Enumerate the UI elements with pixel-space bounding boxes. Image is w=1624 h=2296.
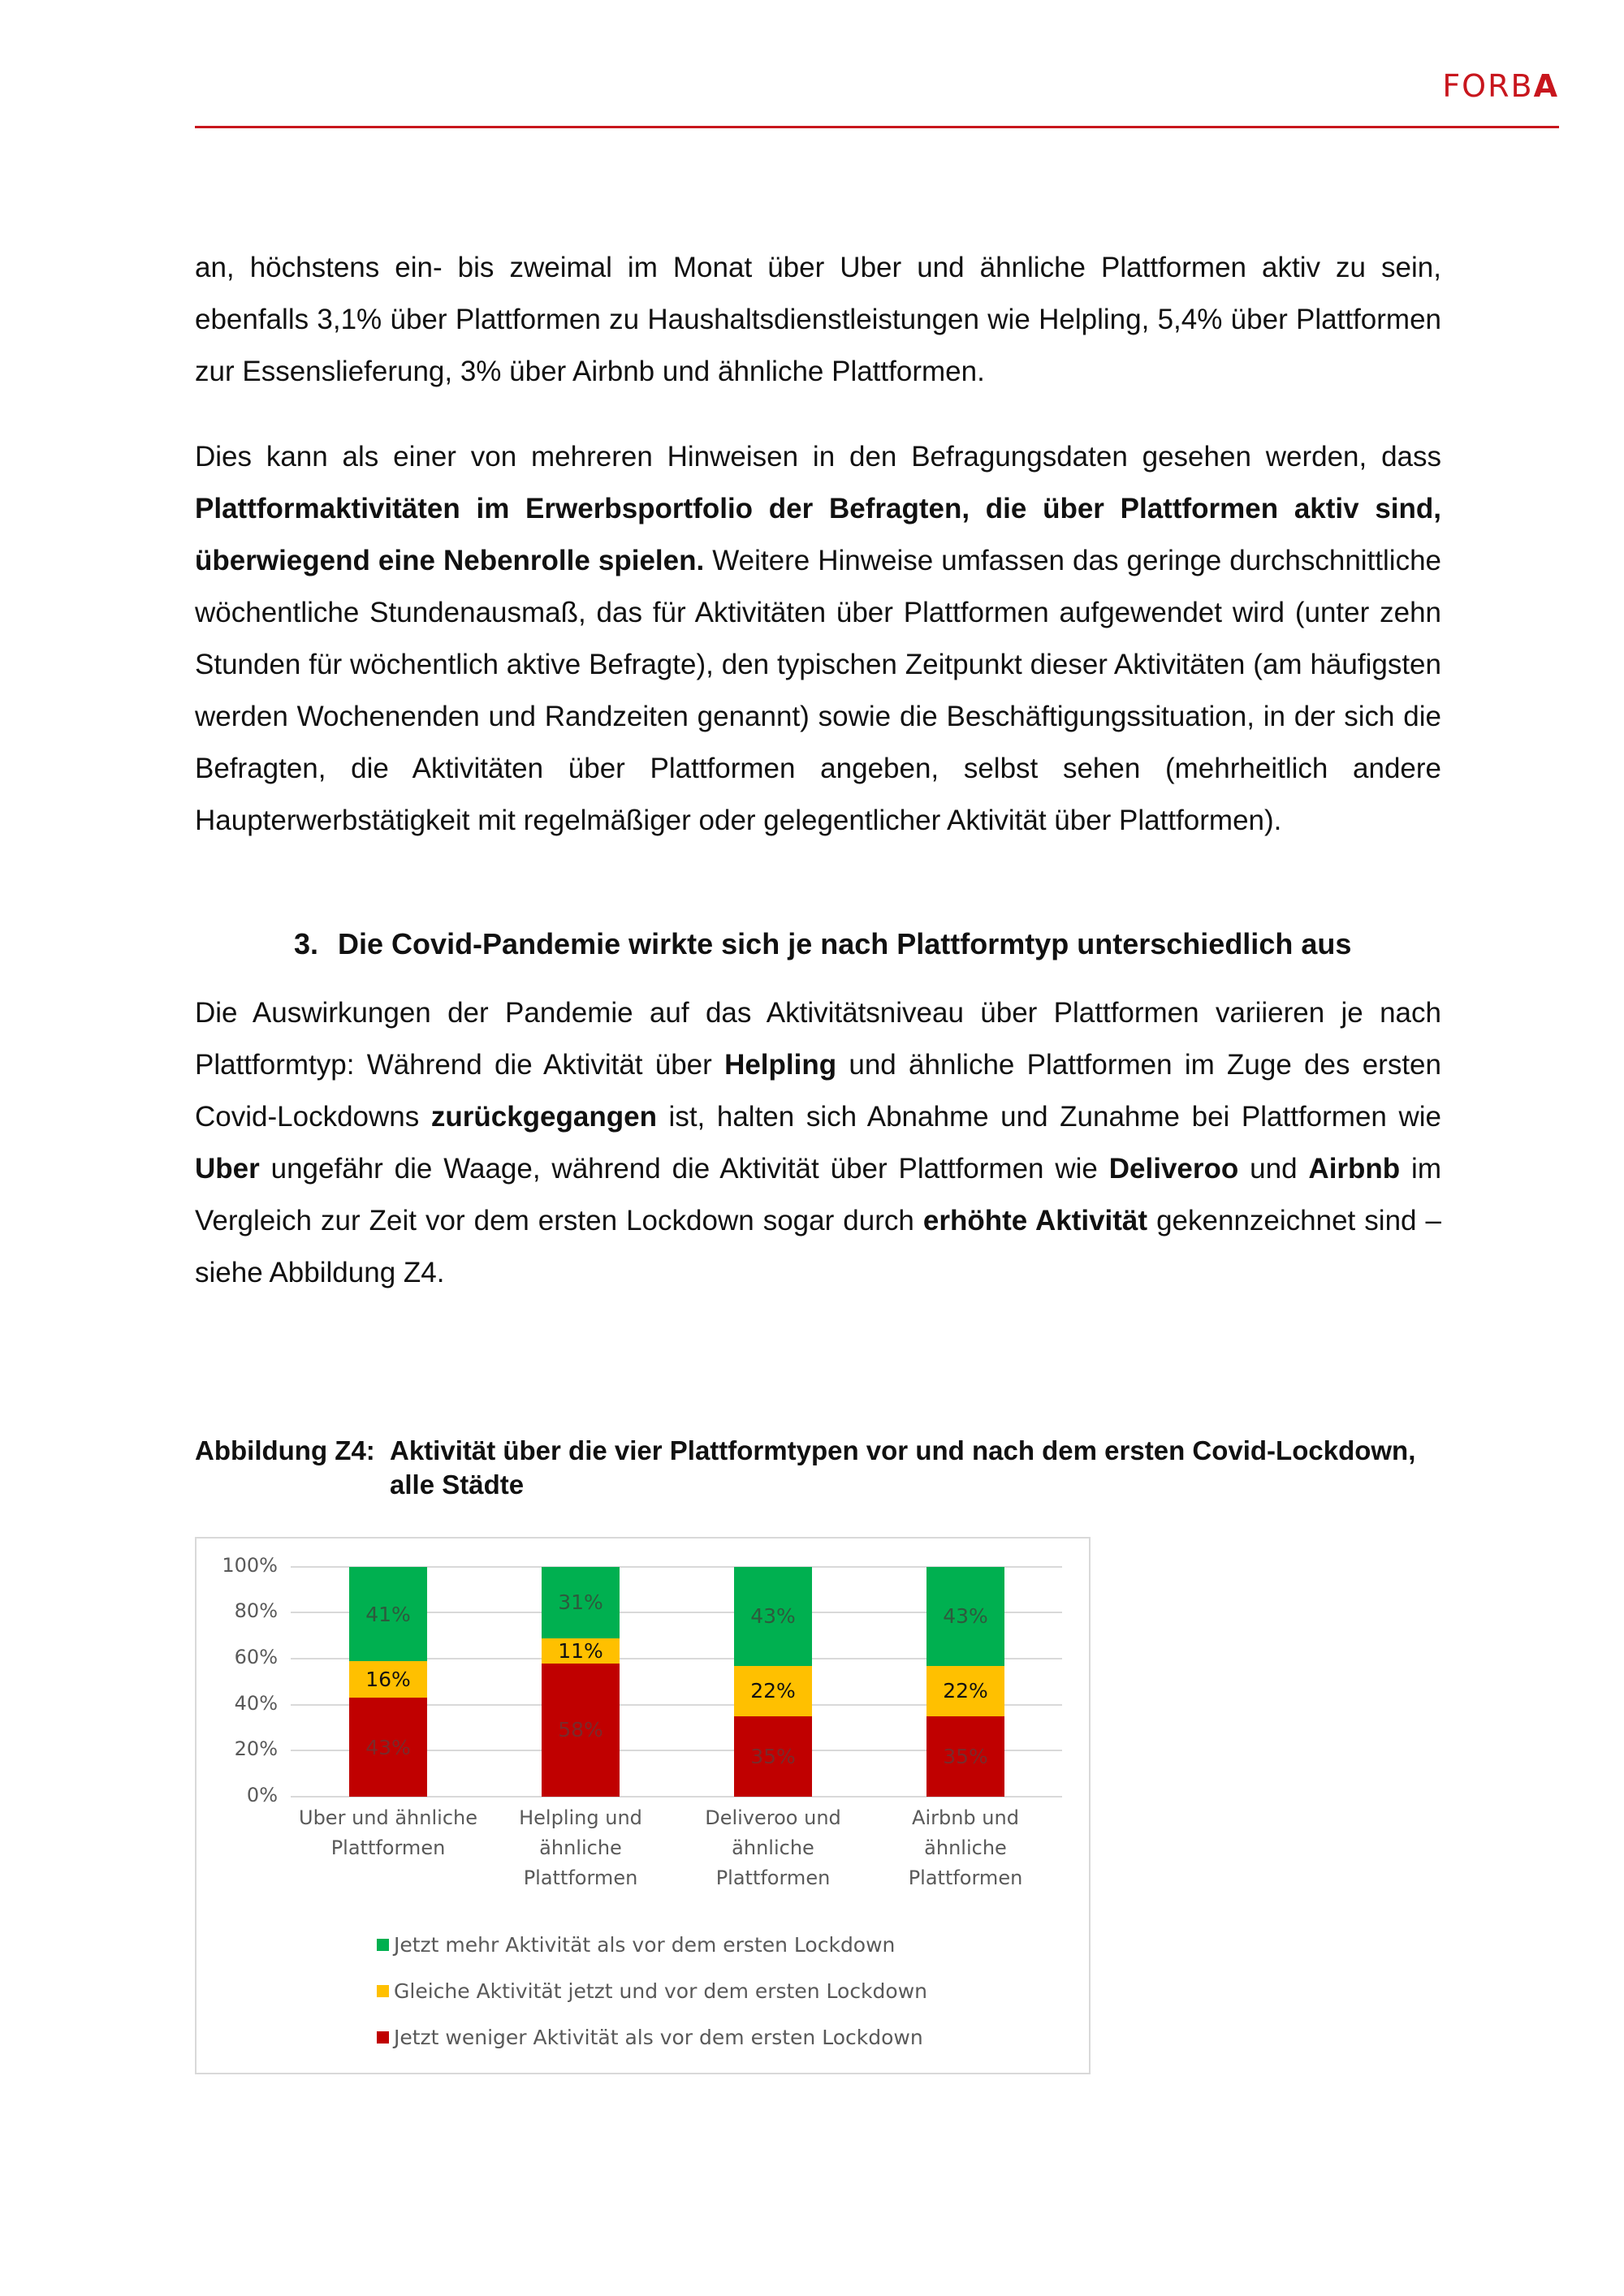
x-category-label: Helpling und ähnliche Plattformen [519,1806,642,1889]
paragraph-2 [195,431,1441,847]
paragraph-3 [195,987,1441,1299]
forba-logo [1442,68,1559,104]
bar-segment: 41% [349,1567,427,1661]
paragraph-3-text: Die Auswirkungen der Pandemie auf das Aktivitätsniveau über Plattformen variieren je nach Plattformtyp: Während die Aktivität über [195,997,1441,1081]
paragraph-3-text: ungefähr die Waage, während die Aktivität über Plattformen wie [259,1153,1109,1185]
legend-label: Jetzt weniger Aktivität als vor dem ersten Lockdown [394,2026,923,2049]
logo-text-bold: A [1533,68,1559,104]
bar-stack [349,1567,427,1797]
legend-item [377,2014,927,2061]
bar-segment: 43% [349,1698,427,1797]
paragraph-3-text: ist, halten sich Abnahme und Zunahme bei Plattformen wie [656,1101,1441,1133]
legend-swatch-icon [377,1985,389,1997]
bar-segment: 43% [926,1567,1004,1666]
paragraph-1 [195,242,1441,398]
paragraph-3-text: und ähnliche Plattformen im Zuge des ersten Covid-Lockdowns [195,1049,1441,1133]
plot-area [222,1554,1062,1806]
y-tick-label: 20% [234,1737,278,1760]
logo-text: FORB [1442,68,1534,104]
emphasis-airbnb: Airbnb [1308,1153,1401,1185]
section-number: 3. [294,927,319,960]
emphasis-erhoehte-aktivitaet: erhöhte Aktivität [922,1205,1148,1236]
bar-segment: 22% [734,1666,812,1716]
y-tick-label: 100% [222,1554,278,1577]
y-tick-label: 0% [246,1784,278,1806]
y-tick-label: 40% [234,1692,278,1715]
bar-segment: 35% [734,1716,812,1797]
emphasis-helpling: Helpling [724,1049,837,1081]
paragraph-3-text: und [1238,1153,1309,1185]
bar-segment: 31% [542,1567,620,1638]
legend-swatch-icon [377,2031,389,2044]
emphasis-zurueckgegangen: zurückgegangen [430,1101,657,1133]
bar-segment: 35% [926,1716,1004,1797]
paragraph-2-text-cont: Weitere Hinweise umfassen das geringe durchschnittliche wöchentliche Stundenausmaß, das für Aktivitäten über Plattformen aufgewendet wird (unter zehn Stunden für wöchentlich aktive Befragte), den typischen Zeitpunkt dieser Aktivitäten (am häufigsten werden Wochenenden und Randzeiten genannt) sowie die Beschäftigungssituation, in der sich die Befragten, die Aktivitäten über Plattformen angeben, selbst sehen (mehrheitlich andere Haupterwerbstätigkeit mit regelmäßiger oder gelegentlicher Aktivität über Plattformen). [195,545,1441,836]
bar-segment: 11% [542,1638,620,1664]
bar-stack [926,1567,1004,1797]
bar-stack [734,1567,812,1797]
paragraph-3-text: im Vergleich zur Zeit vor dem ersten Lockdown sogar durch [195,1153,1441,1236]
bar-stack [542,1567,620,1797]
section-title: Die Covid-Pandemie wirkte sich je nach Plattformtyp unterschiedlich aus [338,927,1352,960]
bar-segment: 22% [926,1666,1004,1716]
bar-segment: 58% [542,1664,620,1797]
emphasis-uber: Uber [195,1153,260,1185]
legend-label: Jetzt mehr Aktivität als vor dem ersten Lockdown [394,1933,896,1957]
x-category-label: Deliveroo und ähnliche Plattformen [705,1806,841,1889]
figure-label: Abbildung Z4: [195,1435,375,1465]
x-category-label: Airbnb und ähnliche Plattformen [908,1806,1023,1889]
chart-legend [377,1922,927,2061]
x-category-label: Uber und ähnliche Plattformen [299,1806,477,1859]
legend-swatch-icon [377,1939,389,1951]
legend-item [377,1922,927,1968]
section-heading [294,927,1351,961]
stacked-bar-chart [195,1537,1091,2074]
legend-item [377,1968,927,2014]
header-divider [195,126,1559,128]
paragraph-2-text: Dies kann als einer von mehreren Hinweisen in den Befragungsdaten gesehen werden, dass [195,441,1441,473]
paragraph-2-emphasis: Plattformaktivitäten im Erwerbsportfolio der Befragten, die über Plattformen aktiv sind, überwiegend eine Nebenrolle spielen. [195,493,1441,576]
bar-segment: 16% [349,1661,427,1698]
bar-segment: 43% [734,1567,812,1666]
figure-caption [195,1434,1445,1502]
paragraph-3-text: gekennzeichnet sind – siehe Abbildung Z4. [195,1205,1442,1288]
emphasis-deliveroo: Deliveroo [1108,1153,1239,1185]
paragraph-1-text: an, höchstens ein- bis zweimal im Monat über Uber und ähnliche Plattformen aktiv zu sein, ebenfalls 3,1% über Plattformen zu Haushaltsdienstleistungen wie Helpling, 5,4% über Plattformen zur Essenslieferung, 3% über Airbnb und ähnliche Plattformen. [195,252,1441,387]
figure-title: Aktivität über die vier Plattformtypen vor und nach dem ersten Covid-Lockdown, alle Städte [390,1435,1416,1500]
y-tick-label: 60% [234,1646,278,1668]
y-tick-label: 80% [234,1599,278,1622]
legend-label: Gleiche Aktivität jetzt und vor dem ersten Lockdown [394,1979,927,2003]
